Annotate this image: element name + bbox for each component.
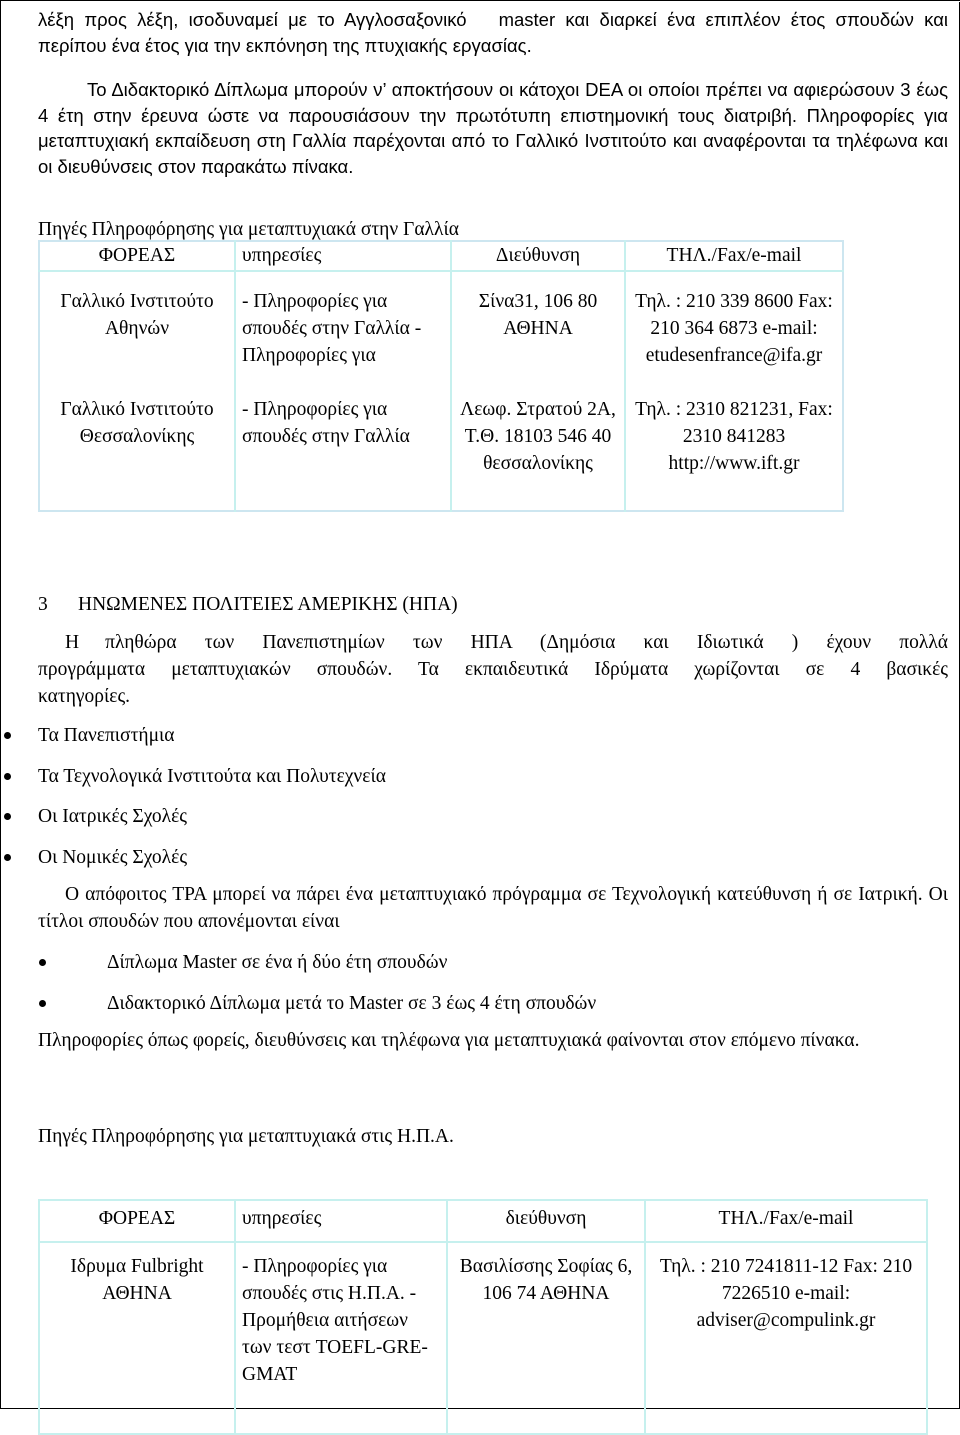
header-cell: ΦΟΡΕΑΣ [39, 1200, 235, 1242]
usa-paragraph-1 [38, 629, 948, 710]
usa-table-title: Πηγές Πληροφόρησης για μεταπτυχιακά στις Η.Π.Α. [38, 1126, 454, 1147]
header-cell: ΤΗΛ./Fax/e-mail [645, 1200, 927, 1242]
list-item [1, 803, 921, 844]
table-spacer-row [39, 271, 843, 288]
table-cell: Γαλλικό Ινστιτούτο Θεσσαλονίκης [39, 396, 235, 511]
list-item-text: Οι Ιατρικές Σχολές [38, 806, 188, 827]
table-cell: Βασιλίσσης Σοφίας 6, 106 74 ΑΘΗΝΑ [447, 1242, 645, 1434]
france-table [38, 240, 844, 512]
intro-text [38, 7, 948, 179]
table-cell: Λεωφ. Στρατού 2Α, Τ.Θ. 18103 546 40 θεσσαλονίκης [451, 396, 625, 511]
table-cell: Σίνα31, 106 80 ΑΘΗΝΑ [451, 288, 625, 396]
section-heading [38, 591, 458, 618]
intro-text-master: master [498, 9, 556, 30]
section-title: ΗΝΩΜΕΝΕΣ ΠΟΛΙΤΕΙΕΣ ΑΜΕΡΙΚΗΣ (ΗΠΑ) [78, 594, 458, 615]
page-top-edge [1, 1, 960, 2]
table-cell: - Πληροφορίες για σπουδές στην Γαλλία [235, 396, 451, 511]
table-cell: Ιδρυμα Fulbright ΑΘΗΝΑ [39, 1242, 235, 1434]
list-item [1, 844, 921, 885]
table-cell: Γαλλικό Ινστιτούτο Αθηνών [39, 288, 235, 396]
bullet-icon [39, 1000, 46, 1007]
table-row [39, 1242, 927, 1434]
list-item [1, 949, 921, 990]
france-table-title: Πηγές Πληροφόρησης για μεταπτυχιακά στην Γαλλία [38, 219, 459, 240]
usa-table [38, 1199, 928, 1435]
header-cell: Διεύθυνση [451, 241, 625, 271]
table-cell: Τηλ. : 210 339 8600 Fax: 210 364 6873 e-mail: etudesenfrance@ifa.gr [635, 291, 833, 366]
intro-text-a: λέξη προς λέξη, ισοδυναμεί με το Αγγλοσαξονικό [38, 9, 467, 30]
table-cell: - Πληροφορίες για σπουδές στις Η.Π.Α. - Προμήθεια αιτήσεων των τεστ TOEFL-GRE-GMAT [235, 1242, 447, 1434]
table-row [39, 396, 843, 511]
list-item-text: Δίπλωμα Master σε ένα ή δύο έτη σπουδών [107, 952, 448, 973]
list-item-text: Οι Νομικές Σχολές [38, 846, 188, 868]
list-item-text: Διδακτορικό Δίπλωμα μετά το Master σε 3 έως 4 έτη σπουδών [107, 992, 597, 1014]
bullet-icon [4, 813, 11, 820]
usa-para1-first-word: Η [65, 632, 80, 653]
list-item [1, 990, 921, 1031]
usa-para1-text: πληθώρα των Πανεπιστημίων των ΗΠΑ (Δημόσια και Ιδιωτικά ) έχουν πολλά προγράμματα μεταπτυχιακών σπουδών. Τα εκπαιδευτικά Ιδρύματα χωρίζονται σε 4 βασικές κατηγορίες. [38, 632, 948, 707]
table-cell: Τηλ. : 210 7241811-12 Fax: 210 7226510 e-mail: adviser@compulink.gr [659, 1256, 913, 1331]
table-header-row [39, 1200, 927, 1242]
intro-text-c: και διαρκεί ένα επιπλέον έτος σπουδών και περίπου ένα έτος για την εκπόνηση της πτυχιακής εργασίας. [38, 9, 949, 56]
header-cell: υπηρεσίες [235, 1200, 447, 1242]
usa-paragraph-2 [38, 881, 948, 935]
intro-paragraph-1 [38, 7, 948, 58]
usa-paragraph-3: Πληροφορίες όπως φορείς, διευθύνσεις και τηλέφωνα για μεταπτυχιακά φαίνονται στον επόμενο πίνακα. [38, 1030, 860, 1051]
bullet-icon [4, 732, 11, 739]
header-cell: υπηρεσίες [235, 241, 451, 271]
usa-para2-text: Ο απόφοιτος ΤΡΑ μπορεί να πάρει ένα μεταπτυχιακό πρόγραμμα σε Τεχνολογική κατεύθυνση ή σε Ιατρική. Οι τίτλοι σπουδών που απονέμονται είναι [38, 884, 948, 932]
header-cell: διεύθυνση [447, 1200, 645, 1242]
header-cell: ΦΟΡΕΑΣ [39, 241, 235, 271]
list-item-text: Τα Τεχνολογικά Ινστιτούτα και Πολυτεχνεία [38, 765, 386, 787]
bullet-icon [4, 854, 11, 861]
intro-paragraph-2: Το Διδακτορικό Δίπλωμα μπορούν ν’ αποκτήσουν οι κάτοχοι DEA οι οποίοι πρέπει να αφιερώσουν 3 έως 4 έτη στην έρευνα ώστε να παρουσιάσουν την πρωτότυπη επιστημονική τους διατριβή. Πληροφορίες για μεταπτυχιακή εκπαίδευση στη Γαλλία παρέχονται από το Γαλλικό Ινστιτούτο και αναφέρονται τα τηλέφωνα και οι διευθύνσεις στον παρακάτω πίνακα. [38, 79, 948, 177]
bullet-icon [4, 773, 11, 780]
table-cell: - Πληροφορίες για σπουδές στην Γαλλία - Πληροφορίες για [235, 288, 451, 396]
table-row [39, 288, 843, 396]
list-item-text: Τα Πανεπιστήμια [38, 725, 175, 746]
table-cell: Τηλ. : 2310 821231, Fax: 2310 841283 http://www.ift.gr [635, 399, 833, 474]
list-item [1, 763, 921, 804]
header-cell: ΤΗΛ./Fax/e-mail [625, 241, 843, 271]
bullet-icon [39, 959, 46, 966]
list-item [1, 722, 921, 763]
category-list [1, 722, 921, 884]
table-header-row [39, 241, 843, 271]
degree-list [1, 949, 921, 1030]
section-number: 3 [38, 594, 48, 615]
